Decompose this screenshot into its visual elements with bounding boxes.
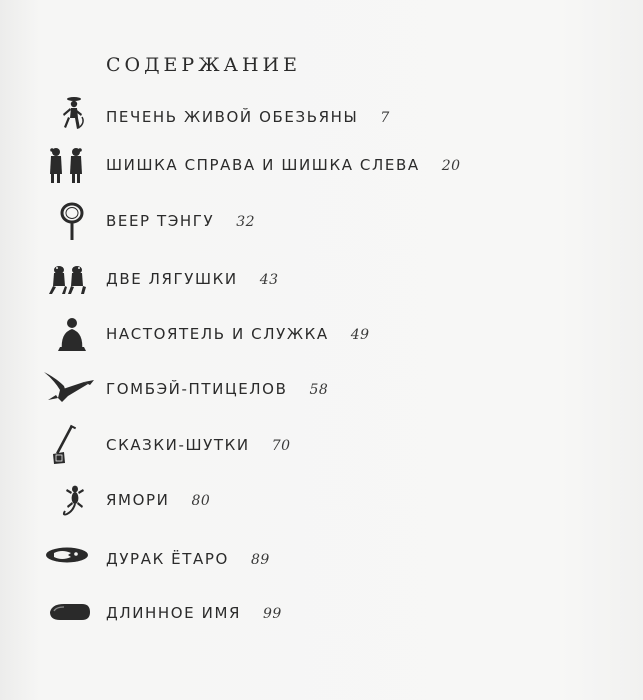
gecko-icon [40, 479, 100, 523]
toc-page-number: 58 [309, 382, 329, 398]
toc-page-number: 32 [236, 214, 256, 230]
toc-entry[interactable] [0, 313, 643, 361]
toc-entry[interactable] [0, 538, 643, 586]
toc-page-number: 70 [271, 438, 291, 454]
toc-page-number: 49 [350, 327, 370, 343]
toc-page-number: 89 [250, 552, 270, 568]
monkey-icon [40, 96, 100, 140]
toc-page-number: 43 [259, 272, 279, 288]
toc-entry[interactable] [0, 144, 643, 192]
toc-entry-label: НАСТОЯТЕЛЬ И СЛУЖКА 49 [106, 325, 370, 343]
toc-page-number: 20 [441, 158, 461, 174]
toc-entry-label: СКАЗКИ-ШУТКИ 70 [106, 436, 291, 454]
toc-entry[interactable] [0, 368, 643, 416]
toc-entry[interactable] [0, 200, 643, 248]
toc-page-number: 99 [263, 606, 282, 622]
toc-entry-label: ГОМБЭЙ-ПТИЦЕЛОВ 58 [106, 380, 329, 398]
toc-entry[interactable] [0, 424, 643, 472]
toc-entry-label: ДВЕ ЛЯГУШКИ 43 [106, 270, 279, 288]
two-old-men-icon [40, 144, 100, 188]
toc-entry[interactable] [0, 592, 643, 640]
two-frogs-icon [40, 258, 100, 302]
toc-page-number: 7 [380, 110, 390, 126]
toc-entry[interactable] [0, 479, 643, 527]
toc-entry-label: ВЕЕР ТЭНГУ 32 [106, 212, 256, 230]
toc-entry-label: ШИШКА СПРАВА И ШИШКА СЛЕВА 20 [106, 156, 461, 174]
toc-entry-label: ЯМОРИ 80 [106, 491, 211, 509]
stone-icon [40, 592, 100, 636]
shamisen-icon [40, 424, 100, 468]
toc-entry-label: ДУРАК ЁТАРО 89 [106, 550, 270, 568]
toc-entry[interactable] [0, 258, 643, 306]
flying-bird-icon [40, 368, 100, 412]
monk-icon [40, 313, 100, 357]
fan-icon [40, 200, 100, 244]
fish-icon [40, 538, 100, 582]
toc-entry-label: ПЕЧЕНЬ ЖИВОЙ ОБЕЗЬЯНЫ 7 [106, 108, 390, 126]
toc-page-number: 80 [191, 493, 211, 509]
toc-entry-label: ДЛИННОЕ ИМЯ 99 [106, 604, 282, 622]
page-title: СОДЕРЖАНИЕ [106, 54, 301, 76]
toc-entry[interactable] [0, 96, 643, 144]
